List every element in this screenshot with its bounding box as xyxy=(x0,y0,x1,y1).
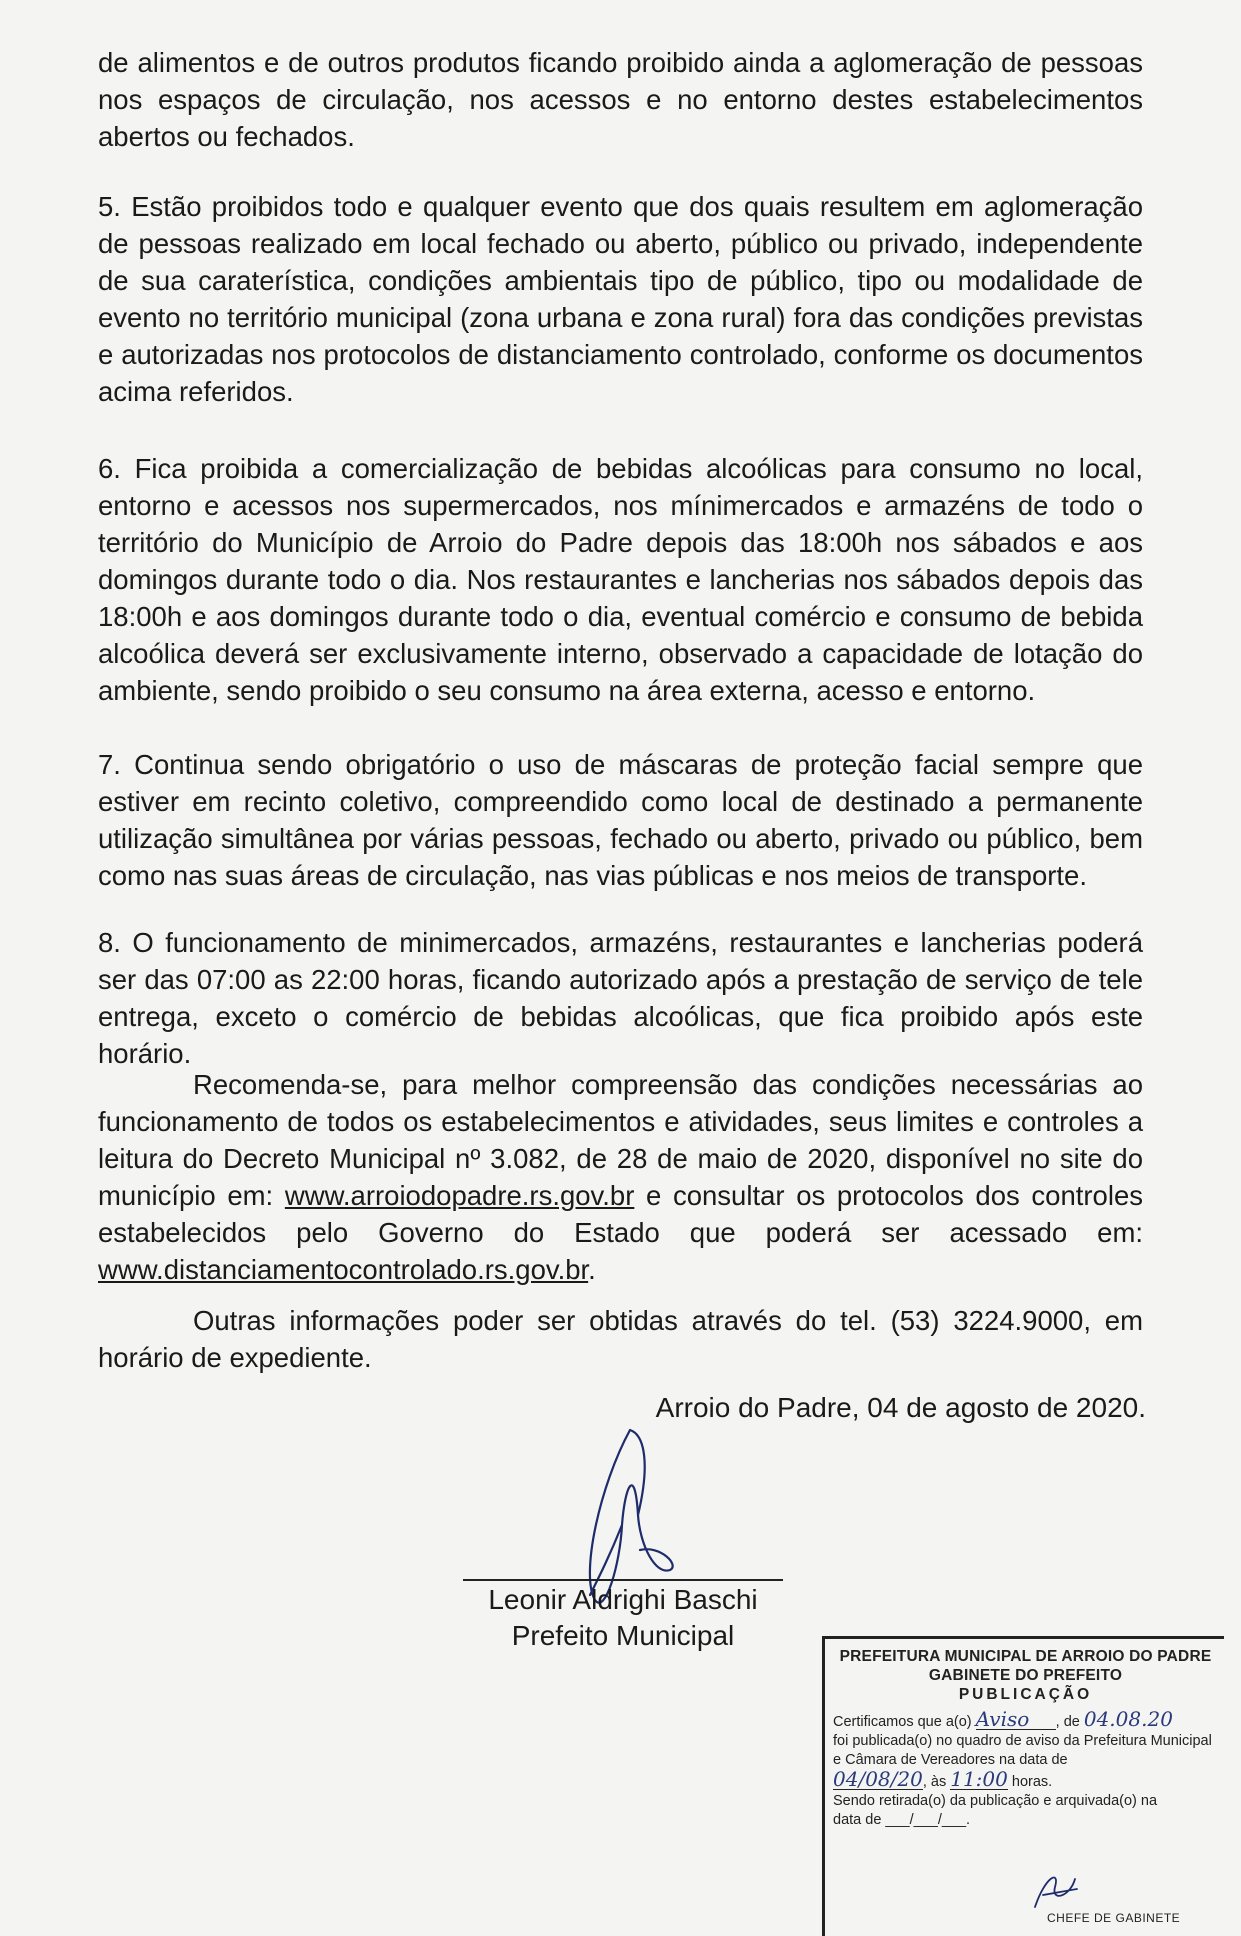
stamp-cert-date-handwritten: 04.08.20 xyxy=(1083,1707,1173,1731)
stamp-removal-date-line xyxy=(833,1811,1218,1830)
signer-name: Leonir Aldrighi Baschi xyxy=(488,1584,758,1615)
paragraph-item-8: 8. O funcionamento de minimercados, armazéns, restaurantes e lancherias poderá ser das 07:00 as 22:00 horas, ficando autorizado após a prestação de serviço de tele entrega, exceto o comércio de bebidas alcoólicas, que fica proibido após este horário. xyxy=(98,927,1143,1069)
recommendation-text-1: Recomenda-se, para melhor compreensão das condições necessárias ao funcionamento de todos os estabelecimentos e atividades, seus limites e controles a leitura do Decreto Municipal nº 3.082, de 28 de maio de 2020, disponível no site do município em: xyxy=(98,1069,1143,1211)
municipality-site-link[interactable]: www.arroiodopadre.rs.gov.br xyxy=(284,1180,635,1211)
stamp-pub-date-handwritten: 04/08/20 xyxy=(833,1767,923,1791)
paragraph-recommendation xyxy=(98,1066,1143,1288)
stamp-date-blank: ___/___/___. xyxy=(885,1812,971,1828)
paragraph-item-7: 7. Continua sendo obrigatório o uso de máscaras de proteção facial sempre que estiver em recinto coletivo, compreendido como local de destinado a permanente utilização simultânea por várias pessoas, fechado ou aberto, privado ou público, bem como nas suas áreas de circulação, nas vias públicas e nos meios de transporte. xyxy=(98,749,1143,891)
distanciamento-site-link[interactable]: www.distanciamentocontrolado.rs.gov.br xyxy=(98,1254,589,1285)
stamp-prefeitura: PREFEITURA MUNICIPAL DE ARROIO DO PADRE xyxy=(839,1648,1212,1665)
stamp-removed-text: Sendo retirada(o) da publicação e arquivada(o) na xyxy=(833,1793,1158,1809)
paragraph-contact-info: Outras informações poder ser obtidas através do tel. (53) 3224.9000, em horário de expediente. xyxy=(98,1305,1143,1373)
stamp-cert-de: , de xyxy=(1055,1714,1080,1730)
stamp-gabinete: GABINETE DO PREFEITO xyxy=(928,1667,1123,1684)
stamp-certification-line xyxy=(833,1707,1218,1732)
dateline: Arroio do Padre, 04 de agosto de 2020. xyxy=(655,1392,1146,1423)
stamp-as: , às xyxy=(922,1774,947,1790)
recommendation-text-2: e consultar os protocolos dos controles estabelecidos pelo Governo do Estado que poderá ser acessado em: xyxy=(98,1180,1143,1248)
stamp-published-text: foi publicada(o) no quadro de aviso da Prefeitura Municipal e Câmara de Vereadores na data de xyxy=(833,1733,1212,1768)
stamp-chefe-gabinete: CHEFE DE GABINETE xyxy=(1047,1911,1181,1925)
stamp-signature-mark xyxy=(1025,1867,1085,1913)
stamp-pub-date-line xyxy=(833,1767,1218,1792)
paragraph-item-5: 5. Estão proibidos todo e qualquer evento que dos quais resultem em aglomeração de pessoas realizado em local fechado ou aberto, público ou privado, independente de sua caraterística, condições ambientais tipo de público, tipo ou modalidade de evento no território municipal (zona urbana e zona rural) fora das condições previstas e autorizadas nos protocolos de distanciamento controlado, conforme os documentos acima referidos. xyxy=(98,191,1143,407)
publication-stamp xyxy=(822,1636,1224,1936)
stamp-publicacao: PUBLICAÇÃO xyxy=(958,1686,1093,1703)
recommendation-text-3: . xyxy=(588,1254,596,1285)
stamp-horas: horas. xyxy=(1011,1774,1053,1790)
stamp-pub-time-handwritten: 11:00 xyxy=(950,1767,1008,1791)
signer-title: Prefeito Municipal xyxy=(511,1620,735,1651)
stamp-data-de: data de xyxy=(833,1812,882,1828)
stamp-doc-handwritten: Aviso xyxy=(976,1710,1056,1730)
paragraph-intro: de alimentos e de outros produtos ficando proibido ainda a aglomeração de pessoas nos espaços de circulação, nos acessos e no entorno destes estabelecimentos abertos ou fechados. xyxy=(98,47,1143,152)
paragraph-item-6: 6. Fica proibida a comercialização de bebidas alcoólicas para consumo no local, entorno e acessos nos supermercados, nos mínimercados e armazéns de todo o território do Município de Arroio do Padre depois das 18:00h nos sábados e aos domingos durante todo o dia. Nos restaurantes e lancherias nos sábados depois das 18:00h e aos domingos durante todo o dia, eventual comércio e consumo de bebida alcoólica deverá ser exclusivamente interno, observado a capacidade de lotação do ambiente, sendo proibido o seu consumo na área externa, acesso e entorno. xyxy=(98,453,1143,706)
stamp-cert-prefix: Certificamos que a(o) xyxy=(833,1714,972,1730)
signature-line xyxy=(463,1579,783,1581)
